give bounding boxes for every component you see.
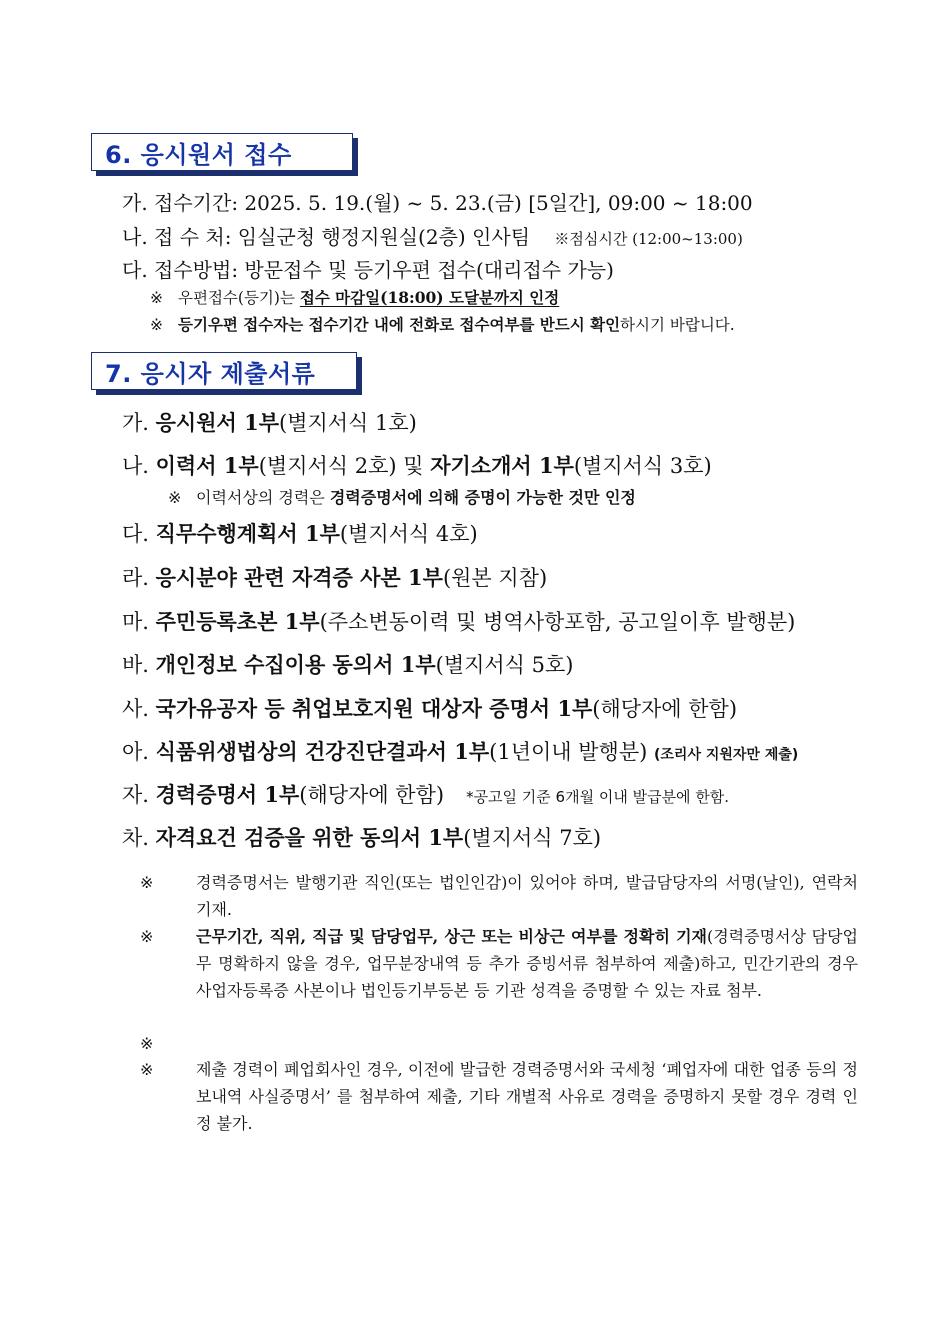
section-7-title: 7. 응시자 제출서류: [105, 359, 316, 388]
item-prefix: 다.: [122, 522, 156, 546]
item-detail: (해당자에 한함): [299, 783, 445, 807]
work-detail-note: [140, 923, 858, 1004]
item-prefix: 가.: [122, 411, 156, 435]
item-detail: (별지서식 7호): [463, 826, 602, 850]
item-prefix: 자.: [122, 783, 156, 807]
application-period: 가. 접수기간: 2025. 5. 19.(월) ~ 5. 23.(금) [5일간], 09:00 ~ 18:00: [122, 191, 753, 215]
application-location-text: 나. 접 수 처: 임실군청 행정지원실(2층) 인사팀: [122, 225, 531, 249]
resume-note: [168, 485, 636, 508]
document-item: [122, 779, 729, 809]
item-title: 경력증명서 1부: [155, 782, 300, 807]
note-bold: 근무기간, 직위, 직급 및 담당업무, 상근 또는 비상근 여부를 정확히 기재: [196, 927, 707, 946]
item-prefix: 사.: [122, 697, 156, 721]
item-prefix: 바.: [122, 653, 156, 677]
item-detail: (별지서식 1호): [279, 411, 417, 435]
note-mark: ※: [140, 1034, 154, 1053]
item-prefix: 마.: [122, 610, 156, 634]
item-extra-note: (조리사 지원자만 제출): [654, 747, 799, 763]
item-title: 응시원서 1부: [155, 410, 279, 435]
closed-company-note: [140, 1056, 858, 1137]
application-location: [122, 221, 743, 250]
item-prefix: 아.: [122, 740, 156, 764]
item-title: 개인정보 수집이용 동의서 1부: [155, 652, 436, 677]
note-mark: ※: [168, 488, 182, 507]
item-title: 식품위생법상의 건강진단결과서 1부: [155, 739, 490, 764]
postal-note: [150, 286, 559, 308]
registered-mail-note: [150, 313, 735, 335]
item-title: 응시분야 관련 자격증 사본 1부: [155, 565, 443, 590]
item-title: 자격요건 검증을 위한 동의서 1부: [155, 825, 464, 850]
item-title: 국가유공자 등 취업보호지원 대상자 증명서 1부: [155, 696, 593, 721]
registered-mail-note-rest: 하시기 바랍니다.: [620, 316, 735, 334]
empty-note: [140, 1030, 858, 1057]
document-item: [122, 606, 795, 636]
note-text: 경력증명서는 발행기관 직인(또는 법인인감)이 있어야 하며, 발급담당자의 서명(날인), 연락처 기재.: [196, 873, 858, 919]
career-cert-note: [140, 869, 858, 923]
note-mark: ※: [150, 316, 163, 334]
document-item: [122, 649, 573, 679]
note-mark: ※: [140, 873, 154, 892]
section-7-heading: [91, 352, 357, 390]
document-item: [122, 407, 417, 437]
section-6-heading: [91, 133, 353, 171]
item-prefix: 나.: [122, 454, 156, 478]
document-item: [122, 822, 601, 852]
postal-note-text: 우편접수(등기)는: [178, 289, 300, 307]
note-text: (경력증명서상 담당업무 명확하지 않을 경우, 업무분장내역 등 추가 증빙서류 첨부하여 제출)하고, 민간기관의 경우 사업자등록증 사본이나 법인등기부등본 등 기관 성격을 증명할 수 있는 자료 첨부.: [196, 927, 858, 1000]
document-item: [122, 450, 712, 480]
document-item: [122, 562, 547, 592]
item-title-2: 자기소개서 1부: [430, 453, 574, 478]
resume-note-bold: 경력증명서에 의해 증명이 가능한 것만 인정: [329, 488, 636, 507]
item-detail: (별지서식 5호): [435, 653, 574, 677]
postal-note-deadline: 접수 마감일(18:00) 도달분까지 인정: [299, 288, 560, 307]
lunch-time-note: ※점심시간 (12:00~13:00): [554, 230, 743, 248]
item-prefix: 차.: [122, 826, 156, 850]
document-item: [122, 693, 737, 723]
document-item: [122, 736, 798, 766]
registered-mail-note-bold: 등기우편 접수자는 접수기간 내에 전화로 접수여부를 반드시 확인: [178, 315, 621, 334]
item-title: 이력서 1부: [155, 453, 259, 478]
item-title: 직무수행계획서 1부: [155, 521, 340, 546]
application-method: 다. 접수방법: 방문접수 및 등기우편 접수(대리접수 가능): [122, 258, 614, 282]
resume-note-text: 이력서상의 경력은: [196, 488, 330, 507]
note-mark: ※: [140, 927, 154, 946]
item-detail-2: (별지서식 3호): [573, 454, 712, 478]
item-detail: (해당자에 한함): [592, 697, 738, 721]
item-detail: (주소변동이력 및 병역사항포함, 공고일이후 발행분): [319, 610, 796, 634]
item-extra-note: *공고일 기준 6개월 이내 발급분에 한함.: [466, 788, 730, 806]
item-detail: (1년이내 발행분): [489, 740, 654, 764]
note-text: 제출 경력이 폐업회사인 경우, 이전에 발급한 경력증명서와 국세청 ‘폐업자에 대한 업종 등의 정보내역 사실증명서’ 를 첨부하여 제출, 기타 개별적 사유로 경력을 증명하지 못할 경우 경력 인정 불가.: [196, 1060, 858, 1133]
item-prefix: 라.: [122, 566, 156, 590]
item-detail: (원본 지참): [442, 566, 548, 590]
item-detail: (별지서식 2호) 및: [258, 454, 431, 478]
note-mark: ※: [140, 1060, 154, 1079]
note-mark: ※: [150, 289, 163, 307]
section-6-title: 6. 응시원서 접수: [105, 140, 292, 169]
item-title: 주민등록초본 1부: [155, 609, 320, 634]
item-detail: (별지서식 4호): [339, 522, 478, 546]
document-item: [122, 518, 478, 548]
